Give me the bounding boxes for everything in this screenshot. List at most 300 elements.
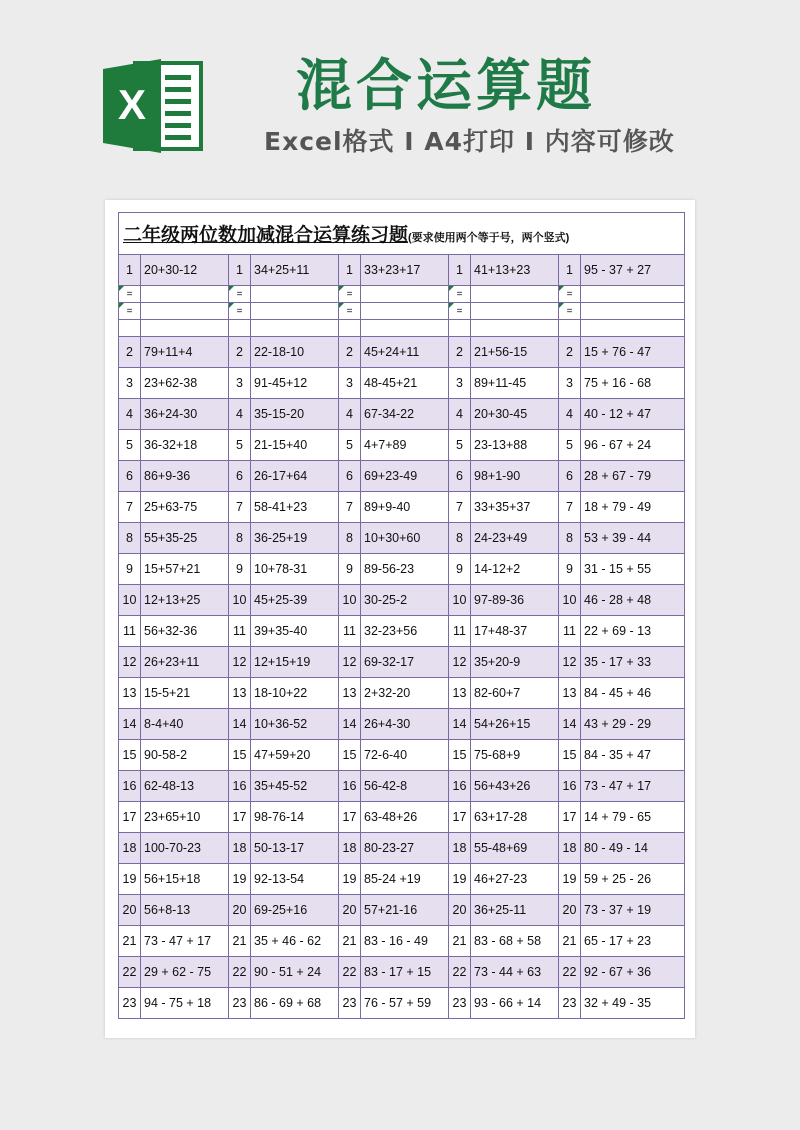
problem-number-cell[interactable]: 17: [229, 802, 251, 833]
problem-number-cell[interactable]: 13: [559, 678, 581, 709]
problem-expression-cell[interactable]: 93 - 66 + 14: [471, 988, 559, 1019]
problem-number-cell[interactable]: 8: [449, 523, 471, 554]
problem-number-cell[interactable]: 11: [449, 616, 471, 647]
problem-expression-cell[interactable]: 15 + 76 - 47: [581, 337, 685, 368]
equals-sign: =: [566, 305, 573, 317]
answer-cell[interactable]: [361, 286, 449, 303]
problem-expression-cell[interactable]: 89-56-23: [361, 554, 449, 585]
problem-number-cell[interactable]: 20: [119, 895, 141, 926]
problem-row: [119, 647, 685, 678]
problem-number-cell[interactable]: 1: [229, 255, 251, 286]
problem-number-cell[interactable]: 13: [229, 678, 251, 709]
blank-cell[interactable]: [119, 320, 141, 337]
problem-expression-cell[interactable]: 25+63-75: [141, 492, 229, 523]
problem-expression-cell[interactable]: 79+11+4: [141, 337, 229, 368]
problem-number-cell[interactable]: 9: [119, 554, 141, 585]
problem-number-cell[interactable]: 21: [339, 926, 361, 957]
problem-row: [119, 926, 685, 957]
problem-expression-cell[interactable]: 40 - 12 + 47: [581, 399, 685, 430]
problem-number-cell[interactable]: 19: [229, 864, 251, 895]
cell-comment-marker: [119, 303, 124, 308]
problem-expression-cell[interactable]: 97-89-36: [471, 585, 559, 616]
problem-number-cell[interactable]: 14: [559, 709, 581, 740]
equals-sign-cell[interactable]: [559, 303, 581, 320]
cell-comment-marker: [559, 286, 564, 291]
problem-number-cell[interactable]: 2: [339, 337, 361, 368]
problem-expression-cell[interactable]: 15+57+21: [141, 554, 229, 585]
problem-number-cell[interactable]: 1: [559, 255, 581, 286]
problem-number-cell[interactable]: 18: [559, 833, 581, 864]
problem-expression-cell[interactable]: 59 + 25 - 26: [581, 864, 685, 895]
problem-number-cell[interactable]: 3: [339, 368, 361, 399]
problem-number-cell[interactable]: 5: [339, 430, 361, 461]
problem-expression-cell[interactable]: 20+30-45: [471, 399, 559, 430]
problem-expression-cell[interactable]: 84 - 45 + 46: [581, 678, 685, 709]
problem-number-cell[interactable]: 18: [339, 833, 361, 864]
problem-number-cell[interactable]: 15: [559, 740, 581, 771]
problem-number-cell[interactable]: 21: [559, 926, 581, 957]
problem-row: [119, 957, 685, 988]
problem-expression-cell[interactable]: 56-42-8: [361, 771, 449, 802]
problem-number-cell[interactable]: 16: [339, 771, 361, 802]
problem-expression-cell[interactable]: 45+25-39: [251, 585, 339, 616]
problem-number-cell[interactable]: 13: [119, 678, 141, 709]
problem-expression-cell[interactable]: 36+25-11: [471, 895, 559, 926]
problem-expression-cell[interactable]: 20+30-12: [141, 255, 229, 286]
problem-expression-cell[interactable]: 84 - 35 + 47: [581, 740, 685, 771]
problem-number-cell[interactable]: 6: [559, 461, 581, 492]
problem-expression-cell[interactable]: 85-24 +19: [361, 864, 449, 895]
problem-number-cell[interactable]: 17: [449, 802, 471, 833]
problem-number-cell[interactable]: 8: [559, 523, 581, 554]
problem-expression-cell[interactable]: 32 + 49 - 35: [581, 988, 685, 1019]
problem-expression-cell[interactable]: 96 - 67 + 24: [581, 430, 685, 461]
problem-expression-cell[interactable]: 56+32-36: [141, 616, 229, 647]
equals-sign: =: [236, 288, 243, 300]
equals-sign-cell[interactable]: [339, 303, 361, 320]
problem-expression-cell[interactable]: 32-23+56: [361, 616, 449, 647]
problem-number-cell[interactable]: 11: [229, 616, 251, 647]
problem-number-cell[interactable]: 17: [119, 802, 141, 833]
problem-expression-cell[interactable]: 73 - 37 + 19: [581, 895, 685, 926]
problem-expression-cell[interactable]: 100-70-23: [141, 833, 229, 864]
problem-number-cell[interactable]: 22: [229, 957, 251, 988]
problem-expression-cell[interactable]: 21+56-15: [471, 337, 559, 368]
problem-expression-cell[interactable]: 8-4+40: [141, 709, 229, 740]
problem-number-cell[interactable]: 9: [229, 554, 251, 585]
problem-expression-cell[interactable]: 86+9-36: [141, 461, 229, 492]
problem-number-cell[interactable]: 5: [229, 430, 251, 461]
problem-number-cell[interactable]: 5: [559, 430, 581, 461]
problem-expression-cell[interactable]: 83 - 68 + 58: [471, 926, 559, 957]
answer-cell[interactable]: [251, 286, 339, 303]
problem-number-cell[interactable]: 3: [229, 368, 251, 399]
problem-expression-cell[interactable]: 62-48-13: [141, 771, 229, 802]
problem-expression-cell[interactable]: 34+25+11: [251, 255, 339, 286]
cell-comment-marker: [339, 286, 344, 291]
problem-row: [119, 492, 685, 523]
problem-expression-cell[interactable]: 10+78-31: [251, 554, 339, 585]
answer-row: [119, 303, 685, 320]
problem-number-cell[interactable]: 6: [449, 461, 471, 492]
problem-number-cell[interactable]: 16: [449, 771, 471, 802]
equals-sign-cell[interactable]: [449, 303, 471, 320]
problem-row: [119, 399, 685, 430]
problem-expression-cell[interactable]: 57+21-16: [361, 895, 449, 926]
problem-number-cell[interactable]: 2: [119, 337, 141, 368]
problem-expression-cell[interactable]: 43 + 29 - 29: [581, 709, 685, 740]
problem-expression-cell[interactable]: 21-15+40: [251, 430, 339, 461]
problem-number-cell[interactable]: 16: [119, 771, 141, 802]
equals-sign: =: [456, 288, 463, 300]
equals-sign-cell[interactable]: [339, 286, 361, 303]
problem-number-cell[interactable]: 1: [119, 255, 141, 286]
problem-number-cell[interactable]: 14: [339, 709, 361, 740]
problem-number-cell[interactable]: 4: [339, 399, 361, 430]
problem-number-cell[interactable]: 10: [119, 585, 141, 616]
title-row: [119, 213, 685, 255]
blank-cell[interactable]: [581, 320, 685, 337]
problem-number-cell[interactable]: 8: [339, 523, 361, 554]
problem-expression-cell[interactable]: 48-45+21: [361, 368, 449, 399]
problem-number-cell[interactable]: 15: [229, 740, 251, 771]
problem-number-cell[interactable]: 13: [339, 678, 361, 709]
problem-number-cell[interactable]: 20: [449, 895, 471, 926]
problem-expression-cell[interactable]: 92-13-54: [251, 864, 339, 895]
problem-number-cell[interactable]: 12: [119, 647, 141, 678]
answer-cell[interactable]: [141, 286, 229, 303]
problem-number-cell[interactable]: 22: [559, 957, 581, 988]
problem-expression-cell[interactable]: 53 + 39 - 44: [581, 523, 685, 554]
problem-row: [119, 864, 685, 895]
problem-expression-cell[interactable]: 86 - 69 + 68: [251, 988, 339, 1019]
problem-expression-cell[interactable]: 10+36-52: [251, 709, 339, 740]
problem-number-cell[interactable]: 17: [559, 802, 581, 833]
problem-number-cell[interactable]: 14: [449, 709, 471, 740]
equals-sign-cell[interactable]: [449, 286, 471, 303]
problem-expression-cell[interactable]: 26+23+11: [141, 647, 229, 678]
equals-sign-cell[interactable]: [229, 303, 251, 320]
problem-expression-cell[interactable]: 28 + 67 - 79: [581, 461, 685, 492]
problem-number-cell[interactable]: 5: [119, 430, 141, 461]
problem-row: [119, 255, 685, 286]
problem-row: [119, 368, 685, 399]
problem-expression-cell[interactable]: 63-48+26: [361, 802, 449, 833]
problem-row: [119, 430, 685, 461]
problem-expression-cell[interactable]: 67-34-22: [361, 399, 449, 430]
problem-number-cell[interactable]: 1: [339, 255, 361, 286]
excel-logo-letter: X: [117, 81, 147, 128]
problem-number-cell[interactable]: 19: [449, 864, 471, 895]
problem-expression-cell[interactable]: 89+11-45: [471, 368, 559, 399]
problem-expression-cell[interactable]: 56+15+18: [141, 864, 229, 895]
answer-cell[interactable]: [251, 303, 339, 320]
answer-cell[interactable]: [141, 303, 229, 320]
problem-number-cell[interactable]: 9: [339, 554, 361, 585]
problem-number-cell[interactable]: 19: [559, 864, 581, 895]
problem-expression-cell[interactable]: 35+45-52: [251, 771, 339, 802]
problem-expression-cell[interactable]: 12+15+19: [251, 647, 339, 678]
problem-number-cell[interactable]: 21: [449, 926, 471, 957]
problem-number-cell[interactable]: 3: [449, 368, 471, 399]
problem-row: [119, 833, 685, 864]
problem-row: [119, 709, 685, 740]
problem-expression-cell[interactable]: 69+23-49: [361, 461, 449, 492]
problem-number-cell[interactable]: 22: [449, 957, 471, 988]
problem-number-cell[interactable]: 11: [559, 616, 581, 647]
blank-cell[interactable]: [251, 320, 339, 337]
equals-sign: =: [126, 288, 133, 300]
problem-number-cell[interactable]: 22: [119, 957, 141, 988]
problem-number-cell[interactable]: 4: [229, 399, 251, 430]
problem-row: [119, 895, 685, 926]
problem-expression-cell[interactable]: 98-76-14: [251, 802, 339, 833]
problem-number-cell[interactable]: 17: [339, 802, 361, 833]
problem-expression-cell[interactable]: 73 - 47 + 17: [581, 771, 685, 802]
answer-cell[interactable]: [581, 286, 685, 303]
problem-expression-cell[interactable]: 80 - 49 - 14: [581, 833, 685, 864]
problem-expression-cell[interactable]: 54+26+15: [471, 709, 559, 740]
problem-expression-cell[interactable]: 50-13-17: [251, 833, 339, 864]
problem-row: [119, 523, 685, 554]
answer-cell[interactable]: [361, 303, 449, 320]
page-header: [0, 0, 800, 200]
problem-expression-cell[interactable]: 14 + 79 - 65: [581, 802, 685, 833]
problem-expression-cell[interactable]: 55-48+69: [471, 833, 559, 864]
problem-number-cell[interactable]: 22: [339, 957, 361, 988]
page-title: 混合运算题: [296, 54, 596, 119]
problem-expression-cell[interactable]: 83 - 16 - 49: [361, 926, 449, 957]
equals-sign: =: [236, 305, 243, 317]
problem-expression-cell[interactable]: 80-23-27: [361, 833, 449, 864]
problem-expression-cell[interactable]: 56+8-13: [141, 895, 229, 926]
problem-expression-cell[interactable]: 35-15-20: [251, 399, 339, 430]
problem-expression-cell[interactable]: 35 + 46 - 62: [251, 926, 339, 957]
problem-number-cell[interactable]: 16: [229, 771, 251, 802]
equals-sign-cell[interactable]: [119, 286, 141, 303]
problem-number-cell[interactable]: 6: [339, 461, 361, 492]
problem-expression-cell[interactable]: 35+20-9: [471, 647, 559, 678]
problem-number-cell[interactable]: 7: [119, 492, 141, 523]
problem-number-cell[interactable]: 4: [559, 399, 581, 430]
problem-expression-cell[interactable]: 47+59+20: [251, 740, 339, 771]
problem-expression-cell[interactable]: 55+35-25: [141, 523, 229, 554]
problem-number-cell[interactable]: 7: [559, 492, 581, 523]
problem-expression-cell[interactable]: 90-58-2: [141, 740, 229, 771]
answer-cell[interactable]: [471, 286, 559, 303]
equals-sign: =: [126, 305, 133, 317]
problem-number-cell[interactable]: 23: [449, 988, 471, 1019]
problem-expression-cell[interactable]: 65 - 17 + 23: [581, 926, 685, 957]
problem-expression-cell[interactable]: 58-41+23: [251, 492, 339, 523]
blank-cell[interactable]: [141, 320, 229, 337]
problem-expression-cell[interactable]: 18 + 79 - 49: [581, 492, 685, 523]
problem-number-cell[interactable]: 3: [119, 368, 141, 399]
problem-number-cell[interactable]: 13: [449, 678, 471, 709]
problem-expression-cell[interactable]: 14-12+2: [471, 554, 559, 585]
problem-expression-cell[interactable]: 90 - 51 + 24: [251, 957, 339, 988]
blank-cell[interactable]: [471, 320, 559, 337]
problem-number-cell[interactable]: 14: [119, 709, 141, 740]
answer-cell[interactable]: [581, 303, 685, 320]
problem-number-cell[interactable]: 18: [119, 833, 141, 864]
problem-expression-cell[interactable]: 83 - 17 + 15: [361, 957, 449, 988]
problem-expression-cell[interactable]: 73 - 44 + 63: [471, 957, 559, 988]
problem-number-cell[interactable]: 20: [559, 895, 581, 926]
problem-number-cell[interactable]: 23: [559, 988, 581, 1019]
problem-expression-cell[interactable]: 75-68+9: [471, 740, 559, 771]
problem-row: [119, 461, 685, 492]
problem-number-cell[interactable]: 15: [339, 740, 361, 771]
problem-number-cell[interactable]: 6: [119, 461, 141, 492]
cell-comment-marker: [229, 286, 234, 291]
problem-number-cell[interactable]: 10: [229, 585, 251, 616]
problem-number-cell[interactable]: 7: [339, 492, 361, 523]
problem-expression-cell[interactable]: 39+35-40: [251, 616, 339, 647]
problem-number-cell[interactable]: 8: [119, 523, 141, 554]
blank-row: [119, 320, 685, 337]
problem-number-cell[interactable]: 11: [339, 616, 361, 647]
problem-row: [119, 802, 685, 833]
problem-expression-cell[interactable]: 89+9-40: [361, 492, 449, 523]
problem-number-cell[interactable]: 12: [339, 647, 361, 678]
problem-number-cell[interactable]: 1: [449, 255, 471, 286]
problem-expression-cell[interactable]: 33+23+17: [361, 255, 449, 286]
problem-expression-cell[interactable]: 82-60+7: [471, 678, 559, 709]
problem-expression-cell[interactable]: 69-32-17: [361, 647, 449, 678]
problem-expression-cell[interactable]: 56+43+26: [471, 771, 559, 802]
problem-number-cell[interactable]: 2: [559, 337, 581, 368]
blank-cell[interactable]: [559, 320, 581, 337]
problem-number-cell[interactable]: 16: [559, 771, 581, 802]
problem-expression-cell[interactable]: 15-5+21: [141, 678, 229, 709]
problem-row: [119, 585, 685, 616]
sheet-title-cell[interactable]: [119, 213, 685, 255]
problem-expression-cell[interactable]: 73 - 47 + 17: [141, 926, 229, 957]
equals-sign-cell[interactable]: [559, 286, 581, 303]
problem-expression-cell[interactable]: 36+24-30: [141, 399, 229, 430]
problem-expression-cell[interactable]: 45+24+11: [361, 337, 449, 368]
problem-number-cell[interactable]: 8: [229, 523, 251, 554]
problem-expression-cell[interactable]: 95 - 37 + 27: [581, 255, 685, 286]
problem-expression-cell[interactable]: 92 - 67 + 36: [581, 957, 685, 988]
problem-number-cell[interactable]: 12: [449, 647, 471, 678]
problem-number-cell[interactable]: 10: [559, 585, 581, 616]
problem-number-cell[interactable]: 23: [119, 988, 141, 1019]
problem-number-cell[interactable]: 7: [229, 492, 251, 523]
problem-expression-cell[interactable]: 18-10+22: [251, 678, 339, 709]
problem-expression-cell[interactable]: 46 - 28 + 48: [581, 585, 685, 616]
problem-row: [119, 554, 685, 585]
problem-expression-cell[interactable]: 4+7+89: [361, 430, 449, 461]
problem-expression-cell[interactable]: 22-18-10: [251, 337, 339, 368]
problem-number-cell[interactable]: 6: [229, 461, 251, 492]
cell-comment-marker: [119, 286, 124, 291]
problem-expression-cell[interactable]: 2+32-20: [361, 678, 449, 709]
problem-number-cell[interactable]: 11: [119, 616, 141, 647]
problem-expression-cell[interactable]: 22 + 69 - 13: [581, 616, 685, 647]
problem-number-cell[interactable]: 5: [449, 430, 471, 461]
problem-number-cell[interactable]: 3: [559, 368, 581, 399]
problem-expression-cell[interactable]: 72-6-40: [361, 740, 449, 771]
problem-number-cell[interactable]: 19: [119, 864, 141, 895]
problem-number-cell[interactable]: 18: [229, 833, 251, 864]
worksheet-body: [119, 213, 685, 1019]
problem-expression-cell[interactable]: 91-45+12: [251, 368, 339, 399]
equals-sign: =: [566, 288, 573, 300]
problem-expression-cell[interactable]: 41+13+23: [471, 255, 559, 286]
problem-number-cell[interactable]: 4: [119, 399, 141, 430]
problem-expression-cell[interactable]: 26-17+64: [251, 461, 339, 492]
equals-sign-cell[interactable]: [119, 303, 141, 320]
problem-expression-cell[interactable]: 23+65+10: [141, 802, 229, 833]
answer-row: [119, 286, 685, 303]
problem-expression-cell[interactable]: 63+17-28: [471, 802, 559, 833]
problem-number-cell[interactable]: 2: [449, 337, 471, 368]
problem-expression-cell[interactable]: 94 - 75 + 18: [141, 988, 229, 1019]
problem-expression-cell[interactable]: 23-13+88: [471, 430, 559, 461]
problem-number-cell[interactable]: 14: [229, 709, 251, 740]
problem-expression-cell[interactable]: 24-23+49: [471, 523, 559, 554]
problem-number-cell[interactable]: 9: [559, 554, 581, 585]
problem-expression-cell[interactable]: 36-25+19: [251, 523, 339, 554]
problem-expression-cell[interactable]: 46+27-23: [471, 864, 559, 895]
problem-number-cell[interactable]: 12: [559, 647, 581, 678]
problem-expression-cell[interactable]: 26+4-30: [361, 709, 449, 740]
problem-number-cell[interactable]: 2: [229, 337, 251, 368]
problem-number-cell[interactable]: 4: [449, 399, 471, 430]
problem-row: [119, 678, 685, 709]
problem-expression-cell[interactable]: 69-25+16: [251, 895, 339, 926]
problem-number-cell[interactable]: 10: [339, 585, 361, 616]
problem-expression-cell[interactable]: 29 + 62 - 75: [141, 957, 229, 988]
problem-number-cell[interactable]: 21: [229, 926, 251, 957]
blank-cell[interactable]: [361, 320, 449, 337]
problem-expression-cell[interactable]: 33+35+37: [471, 492, 559, 523]
problem-number-cell[interactable]: 23: [339, 988, 361, 1019]
problem-expression-cell[interactable]: 35 - 17 + 33: [581, 647, 685, 678]
problem-number-cell[interactable]: 15: [449, 740, 471, 771]
blank-cell[interactable]: [449, 320, 471, 337]
problem-row: [119, 740, 685, 771]
blank-cell[interactable]: [229, 320, 251, 337]
answer-cell[interactable]: [471, 303, 559, 320]
equals-sign-cell[interactable]: [229, 286, 251, 303]
problem-number-cell[interactable]: 20: [229, 895, 251, 926]
problem-number-cell[interactable]: 12: [229, 647, 251, 678]
problem-number-cell[interactable]: 20: [339, 895, 361, 926]
problem-expression-cell[interactable]: 30-25-2: [361, 585, 449, 616]
problem-expression-cell[interactable]: 17+48-37: [471, 616, 559, 647]
blank-cell[interactable]: [339, 320, 361, 337]
problem-expression-cell[interactable]: 10+30+60: [361, 523, 449, 554]
problem-number-cell[interactable]: 9: [449, 554, 471, 585]
problem-number-cell[interactable]: 23: [229, 988, 251, 1019]
problem-number-cell[interactable]: 19: [339, 864, 361, 895]
problem-expression-cell[interactable]: 23+62-38: [141, 368, 229, 399]
problem-number-cell[interactable]: 15: [119, 740, 141, 771]
problem-expression-cell[interactable]: 36-32+18: [141, 430, 229, 461]
problem-number-cell[interactable]: 18: [449, 833, 471, 864]
problem-expression-cell[interactable]: 98+1-90: [471, 461, 559, 492]
problem-expression-cell[interactable]: 12+13+25: [141, 585, 229, 616]
problem-number-cell[interactable]: 10: [449, 585, 471, 616]
problem-expression-cell[interactable]: 75 + 16 - 68: [581, 368, 685, 399]
problem-number-cell[interactable]: 21: [119, 926, 141, 957]
problem-expression-cell[interactable]: 76 - 57 + 59: [361, 988, 449, 1019]
problem-expression-cell[interactable]: 31 - 15 + 55: [581, 554, 685, 585]
problem-number-cell[interactable]: 7: [449, 492, 471, 523]
